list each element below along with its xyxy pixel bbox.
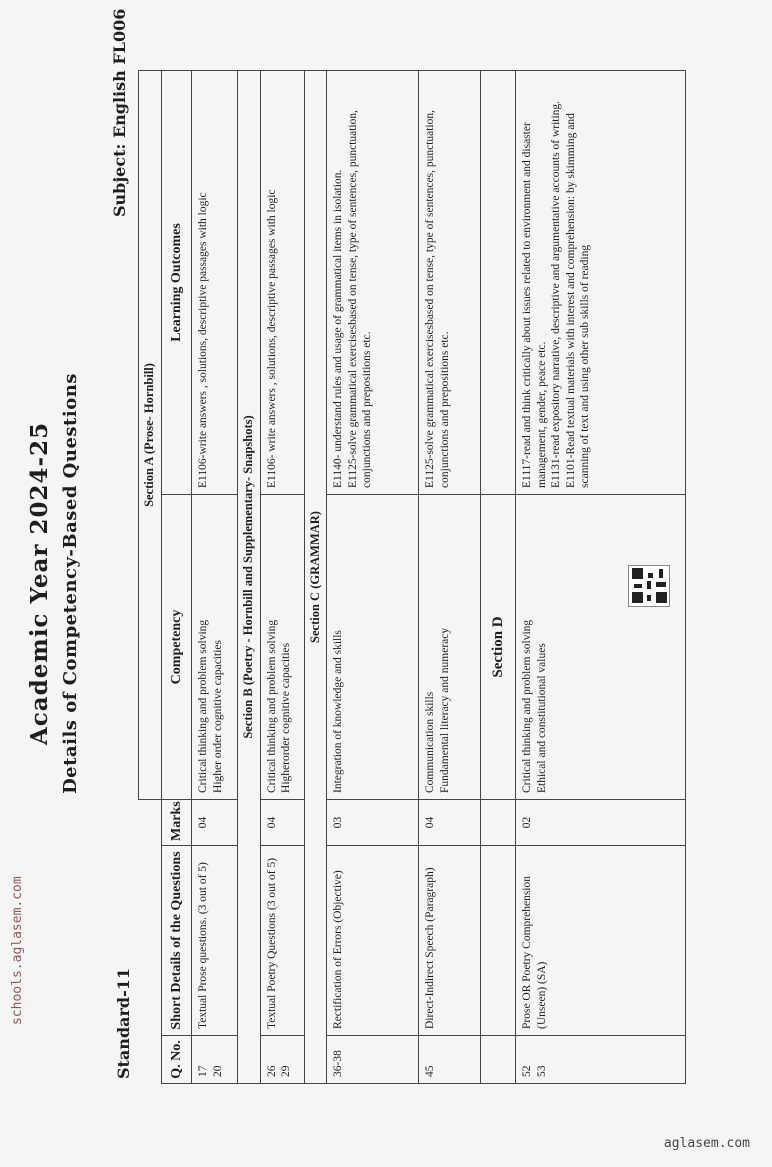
qr-code-icon xyxy=(628,565,670,607)
marks-cell: 04 xyxy=(192,799,238,845)
page-title: Academic Year 2024-25 xyxy=(26,421,53,746)
section-d-row xyxy=(481,70,516,1083)
marks-cell: 04 xyxy=(419,799,481,845)
section-c-heading: Section C (GRAMMAR) xyxy=(304,70,327,1083)
details-cell: Direct-Indirect Speech (Paragraph) xyxy=(419,846,481,1036)
table-row xyxy=(419,70,481,1083)
qno-cell: 36-38 xyxy=(327,1036,419,1084)
qno-cell: 52 53 xyxy=(516,1036,686,1084)
watermark-aglasem: aglasem.com xyxy=(663,1136,750,1151)
col-marks-header: Marks xyxy=(161,799,192,845)
competency-table xyxy=(138,70,686,1084)
details-cell: Prose OR Poetry Comprehension (Unseen) (SA) xyxy=(516,846,686,1036)
competency-cell: Integration of knowledge and skills xyxy=(327,494,419,799)
outcomes-cell: E1106- write answers , solutions, descriptive passages with logic xyxy=(260,70,304,494)
marks-cell: 03 xyxy=(327,799,419,845)
qno-cell: 26 29 xyxy=(260,1036,304,1084)
subject-label: Subject: English FL006 xyxy=(110,8,129,217)
watermark-schools: schools.aglasem.com xyxy=(10,876,25,1025)
qno-cell: 17 20 xyxy=(192,1036,238,1084)
col-competency-header: Competency xyxy=(161,494,192,799)
col-outcomes-header: Learning Outcomes xyxy=(161,70,192,494)
details-cell: Textual Poetry Questions (3 out of 5) xyxy=(260,846,304,1036)
section-d-heading: Section D xyxy=(481,494,516,799)
competency-cell: Critical thinking and problem solving Higherorder cognitive capacities xyxy=(260,494,304,799)
col-details-header: Short Details of the Questions xyxy=(161,846,192,1036)
standard-label: Standard-11 xyxy=(114,967,133,1079)
table-row xyxy=(327,70,419,1083)
section-c-row xyxy=(304,70,327,1083)
competency-cell: Critical thinking and problem solving Higher order cognitive capacities xyxy=(192,494,238,799)
col-qno-header: Q. No. xyxy=(161,1036,192,1084)
header-row xyxy=(161,70,192,1083)
marks-cell: 04 xyxy=(260,799,304,845)
competency-cell: Critical thinking and problem solving Ethical and constitutional values xyxy=(516,494,686,799)
page-subtitle: Details of Competency-Based Questions xyxy=(60,373,81,794)
outcomes-cell: E1140- understand rules and usage of grammatical items in isolation. E1125-solve grammatical exercisesbased on tense, type of sentences, punctuation, conjunctions and prepositions etc. xyxy=(327,70,419,494)
section-a-heading: Section A (Prose- Hornbill) xyxy=(139,70,162,799)
details-cell: Textual Prose questions. (3 out of 5) xyxy=(192,846,238,1036)
section-a-row xyxy=(139,70,162,1083)
details-cell: Rectification of Errors (Objective) xyxy=(327,846,419,1036)
outcomes-cell: E1117-read and think critically about issues related to environment and disaster management, gender, peace etc. E1131-read expository narrative, descriptive and argumentative accounts of writing. E1101-Read textual materials with interest and comprehension: by skimming and scanning of text and using other sub skills of reading xyxy=(516,70,686,494)
marks-cell: 02 xyxy=(516,799,686,845)
outcomes-cell: E1106-write answers , solutions, descriptive passages with logic xyxy=(192,70,238,494)
table-row xyxy=(260,70,304,1083)
outcomes-cell: E1125-solve grammatical exercisesbased on tense, type of sentences, punctuation, conjunctions and prepositions etc. xyxy=(419,70,481,494)
table-row xyxy=(192,70,238,1083)
section-b-heading: Section B (Poetry - Hornbill and Supplementary- Snapshots) xyxy=(238,70,261,1083)
competency-cell: Communication skills Fundamental literacy and numeracy xyxy=(419,494,481,799)
qno-cell: 45 xyxy=(419,1036,481,1084)
section-b-row xyxy=(238,70,261,1083)
